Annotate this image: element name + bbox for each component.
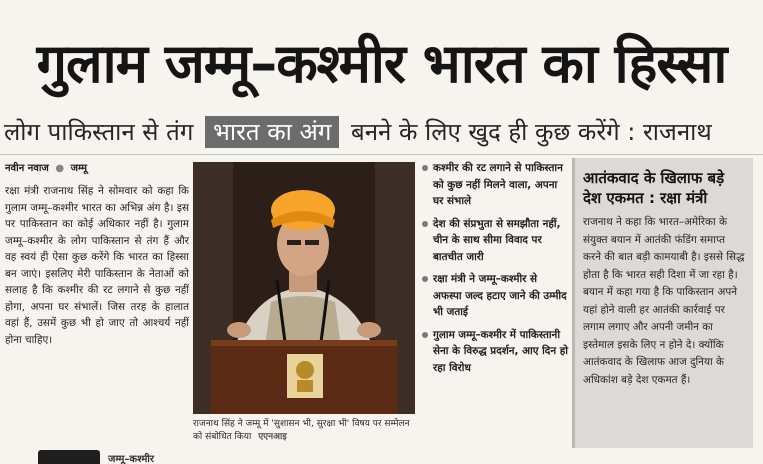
- divider-rule: [0, 154, 763, 155]
- key-points-list: [421, 160, 569, 460]
- caption-credit: एएनआइ: [258, 432, 287, 442]
- key-point: [421, 160, 569, 210]
- key-point: [421, 327, 569, 377]
- key-point: [421, 216, 569, 266]
- sidebar-body: राजनाथ ने कहा कि भारत–अमेरिका के संयुक्त बयान में आतंकी फंडिंग समाप्त करने की बात बड़ी कामयाबी है। इससे सिद्ध होता है कि भारत सही दिशा में जा रहा है। बयान में कहा गया है कि पाकिस्तान अपने यहां होने वाली हर आतंकी कार्रवाई पर लगाम लगाए और अपनी जमीन का इस्तेमाल इसके लिए न होने दे। क्योंकि आतंकवाद के खिलाफ आज दुनिया के अधिकांश बड़े देश एकमत हैं।: [583, 216, 745, 386]
- sidebar-title: आतंकवाद के खिलाफ बड़े देश एकमत : रक्षा मंत्री: [583, 169, 725, 207]
- byline: [5, 160, 190, 176]
- bullet-dot-icon: [422, 221, 428, 227]
- subheadline: [4, 112, 759, 152]
- byline-place: जम्मू: [70, 163, 87, 174]
- speaker-illustration: [193, 162, 415, 414]
- key-point-text: गुलाम जम्मू–कश्मीर में पाकिस्तानी सेना के विरुद्ध प्रदर्शन, आए दिन हो रहा विरोध: [433, 328, 568, 374]
- article-body: रक्षा मंत्री राजनाथ सिंह ने सोमवार को कहा कि गुलाम जम्मू–कश्मीर भारत का अभिन्न अंग है। इस पर पाकिस्तान का कोई अधिकार नहीं है। गुलाम जम्मू–कश्मीर के लोग पाकिस्तान से तंग हैं और वह स्वयं ही ऐसा कुछ करेंगे कि भारत का हिस्सा बन जाएं। इसलिए मेरी पाकिस्तान के नेताओं को सलाह है कि कश्मीर की रट लगाने से कुछ नहीं होगा, अपना घर संभालें। जिस तरह के हालात वहां हैं, उसमें कुछ भी हो जाए तो आश्चर्य नहीं होना चाहिए।: [5, 185, 189, 346]
- key-point-text: कश्मीर की रट लगाने से पाकिस्तान को कुछ नहीं मिलने वाला, अपना घर संभाले: [433, 162, 563, 207]
- bullet-dot-icon: [422, 165, 428, 171]
- byline-author: नवीन नवाज: [5, 163, 49, 174]
- subhead-highlight: भारत का अंग: [205, 116, 339, 148]
- subhead-before: लोग पाकिस्तान से तंग: [4, 118, 194, 146]
- photo-caption: [193, 418, 417, 454]
- teaser-tab: [38, 450, 100, 464]
- subhead-after: बनने के लिए खुद ही कुछ करेंगे : राजनाथ: [350, 118, 712, 146]
- headline: गुलाम जम्मू–कश्मीर भारत का हिस्सा: [36, 32, 727, 95]
- sidebar-box: [572, 158, 753, 448]
- news-photo: [193, 162, 415, 414]
- bullet-dot-icon: [422, 332, 428, 338]
- key-point: [421, 271, 569, 321]
- bullet-dot-icon: [422, 276, 428, 282]
- teaser-text: जम्मू–कश्मीर: [108, 454, 154, 464]
- key-point-text: देश की संप्रभुता से समझौता नहीं, चीन के साथ सीमा विवाद पर बातचीत जारी: [433, 217, 561, 263]
- key-point-text: रक्षा मंत्री ने जम्मू–कश्मीर से अफस्पा जल्द हटाए जाने की उम्मीद भी जताई: [433, 273, 567, 318]
- byline-separator-icon: ●: [55, 163, 65, 174]
- caption-text: राजनाथ सिंह ने जम्मू में 'सुशासन भी, सुरक्षा भी' विषय पर सम्मेलन को संबोधित किया: [193, 419, 410, 442]
